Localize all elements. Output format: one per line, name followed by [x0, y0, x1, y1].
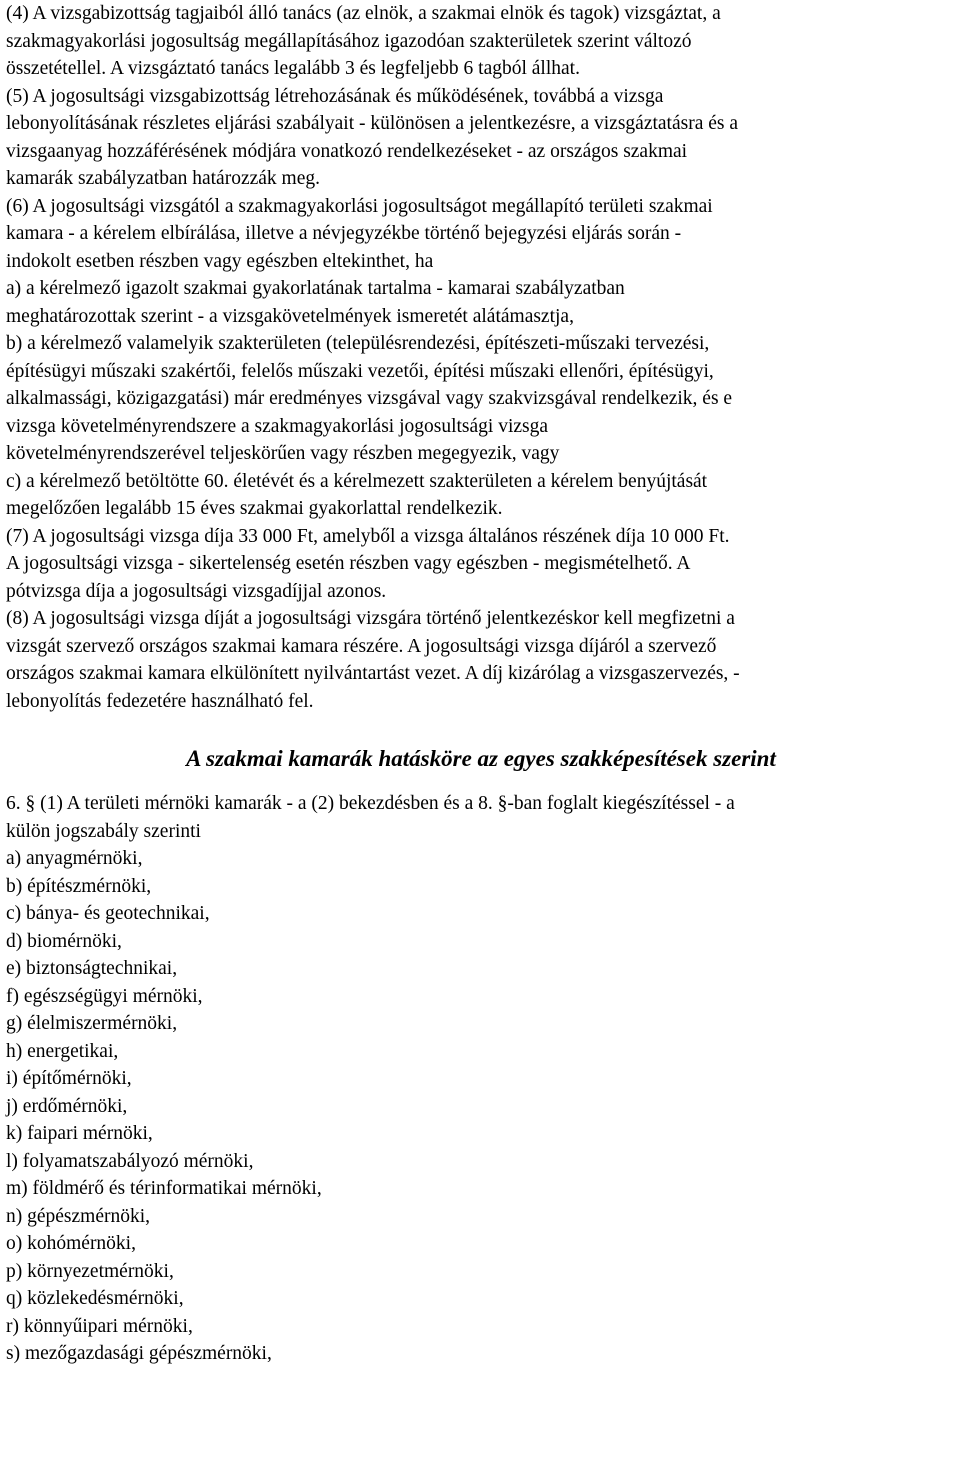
text-line: meghatározottak szerint - a vizsgakövetelmények ismeretét alátámasztja, [6, 305, 574, 327]
text-line: (4) A vizsgabizottság tagjaiból álló tanács (az elnök, a szakmai elnök és tagok) vizsgáztat, a [6, 3, 721, 24]
document-page [6, 0, 956, 1368]
text-line: külön jogszabály szerinti [6, 820, 201, 842]
text-line: országos szakmai kamara elkülönített nyilvántartást vezet. A díj kizárólag a vizsgaszervezés, - [6, 663, 740, 684]
text-line: c) a kérelmező betöltötte 60. életévét és a kérelmezett szakterületen a kérelem benyújtását [6, 470, 708, 492]
text-line: (7) A jogosultsági vizsga díja 33 000 Ft, amelyből a vizsga általános részének díja 10 000 Ft. [6, 525, 730, 547]
text-line: n) gépészmérnöki, [6, 1205, 151, 1227]
text-line: q) közlekedésmérnöki, [6, 1288, 184, 1309]
text-line: indokolt esetben részben vagy egészben eltekinthet, ha [6, 250, 434, 272]
text-line: b) építészmérnöki, [6, 875, 152, 897]
text-line: s) mezőgazdasági gépészmérnöki, [6, 1343, 272, 1364]
text-line: pótvizsga díja a jogosultsági vizsgadíjjal azonos. [6, 580, 387, 602]
text-line: l) folyamatszabályozó mérnöki, [6, 1150, 254, 1172]
text-line: (6) A jogosultsági vizsgától a szakmagyakorlási jogosultságot megállapító területi szakmai [6, 195, 713, 217]
text-line: kamara - a kérelem elbírálása, illetve a névjegyzékbe történő bejegyzési eljárás során - [6, 223, 682, 244]
text-line: alkalmassági, közigazgatási) már eredményes vizsgával vagy szakvizsgával rendelkezik, és e [6, 388, 733, 409]
text-line: építésügyi műszaki szakértői, felelős műszaki vezetői, építési műszaki ellenőri, építésügyi, [6, 360, 714, 382]
text-line: vizsgát szervező országos szakmai kamara részére. A jogosultsági vizsga díjáról a szervező [6, 635, 717, 657]
text-line: c) bánya- és geotechnikai, [6, 903, 210, 924]
text-line: megelőzően legalább 15 éves szakmai gyakorlattal rendelkezik. [6, 498, 503, 519]
text-line: d) biomérnöki, [6, 930, 122, 952]
text-line: a) anyagmérnöki, [6, 848, 143, 869]
text-line: m) földmérő és térinformatikai mérnöki, [6, 1178, 322, 1199]
text-line: vizsga követelményrendszere a szakmagyakorlási jogosultsági vizsga [6, 415, 549, 437]
text-line: összetétellel. A vizsgáztató tanács legalább 3 és legfeljebb 6 tagból állhat. [6, 58, 580, 79]
text-line: lebonyolításának részletes eljárási szabályait - különösen a jelentkezésre, a vizsgáztatásra és a [6, 113, 739, 134]
text-line: kamarák szabályzatban határozzák meg. [6, 168, 320, 189]
text-line: vizsgaanyag hozzáférésének módjára vonatkozó rendelkezéseket - az országos szakmai [6, 140, 688, 162]
text-line: g) élelmiszermérnöki, [6, 1013, 178, 1034]
body-text-after-heading [6, 790, 956, 1368]
text-line: b) a kérelmező valamelyik szakterületen (településrendezési, építészeti-műszaki tervezési, [6, 333, 710, 354]
text-line: követelményrendszerével teljeskörűen vagy részben megegyezik, vagy [6, 443, 560, 464]
text-line: (8) A jogosultsági vizsga díját a jogosultsági vizsgára történő jelentkezéskor kell megfizetni a [6, 608, 735, 629]
text-line: o) kohómérnöki, [6, 1233, 136, 1254]
text-line: A jogosultsági vizsga - sikertelenség esetén részben vagy egészben - megismételhető. A [6, 553, 691, 574]
section-heading: A szakmai kamarák hatásköre az egyes szakképesítések szerint [186, 746, 776, 771]
text-line: r) könnyűipari mérnöki, [6, 1315, 193, 1337]
body-text-before-heading [6, 0, 956, 715]
text-line: lebonyolítás fedezetére használható fel. [6, 690, 314, 712]
text-line: (5) A jogosultsági vizsgabizottság létrehozásának és működésének, továbbá a vizsga [6, 85, 664, 107]
text-line: a) a kérelmező igazolt szakmai gyakorlatának tartalma - kamarai szabályzatban [6, 278, 625, 299]
text-line: i) építőmérnöki, [6, 1068, 132, 1089]
text-line: szakmagyakorlási jogosultság megállapításához igazodóan szakterületek szerint változó [6, 30, 692, 52]
text-line: k) faipari mérnöki, [6, 1123, 153, 1144]
text-line: 6. § (1) A területi mérnöki kamarák - a (2) bekezdésben és a 8. §-ban foglalt kiegészítéssel - a [6, 793, 735, 814]
text-line: p) környezetmérnöki, [6, 1260, 174, 1282]
text-line: f) egészségügyi mérnöki, [6, 985, 203, 1007]
text-line: h) energetikai, [6, 1040, 119, 1062]
text-line: j) erdőmérnöki, [6, 1095, 128, 1117]
text-line: e) biztonságtechnikai, [6, 958, 178, 979]
